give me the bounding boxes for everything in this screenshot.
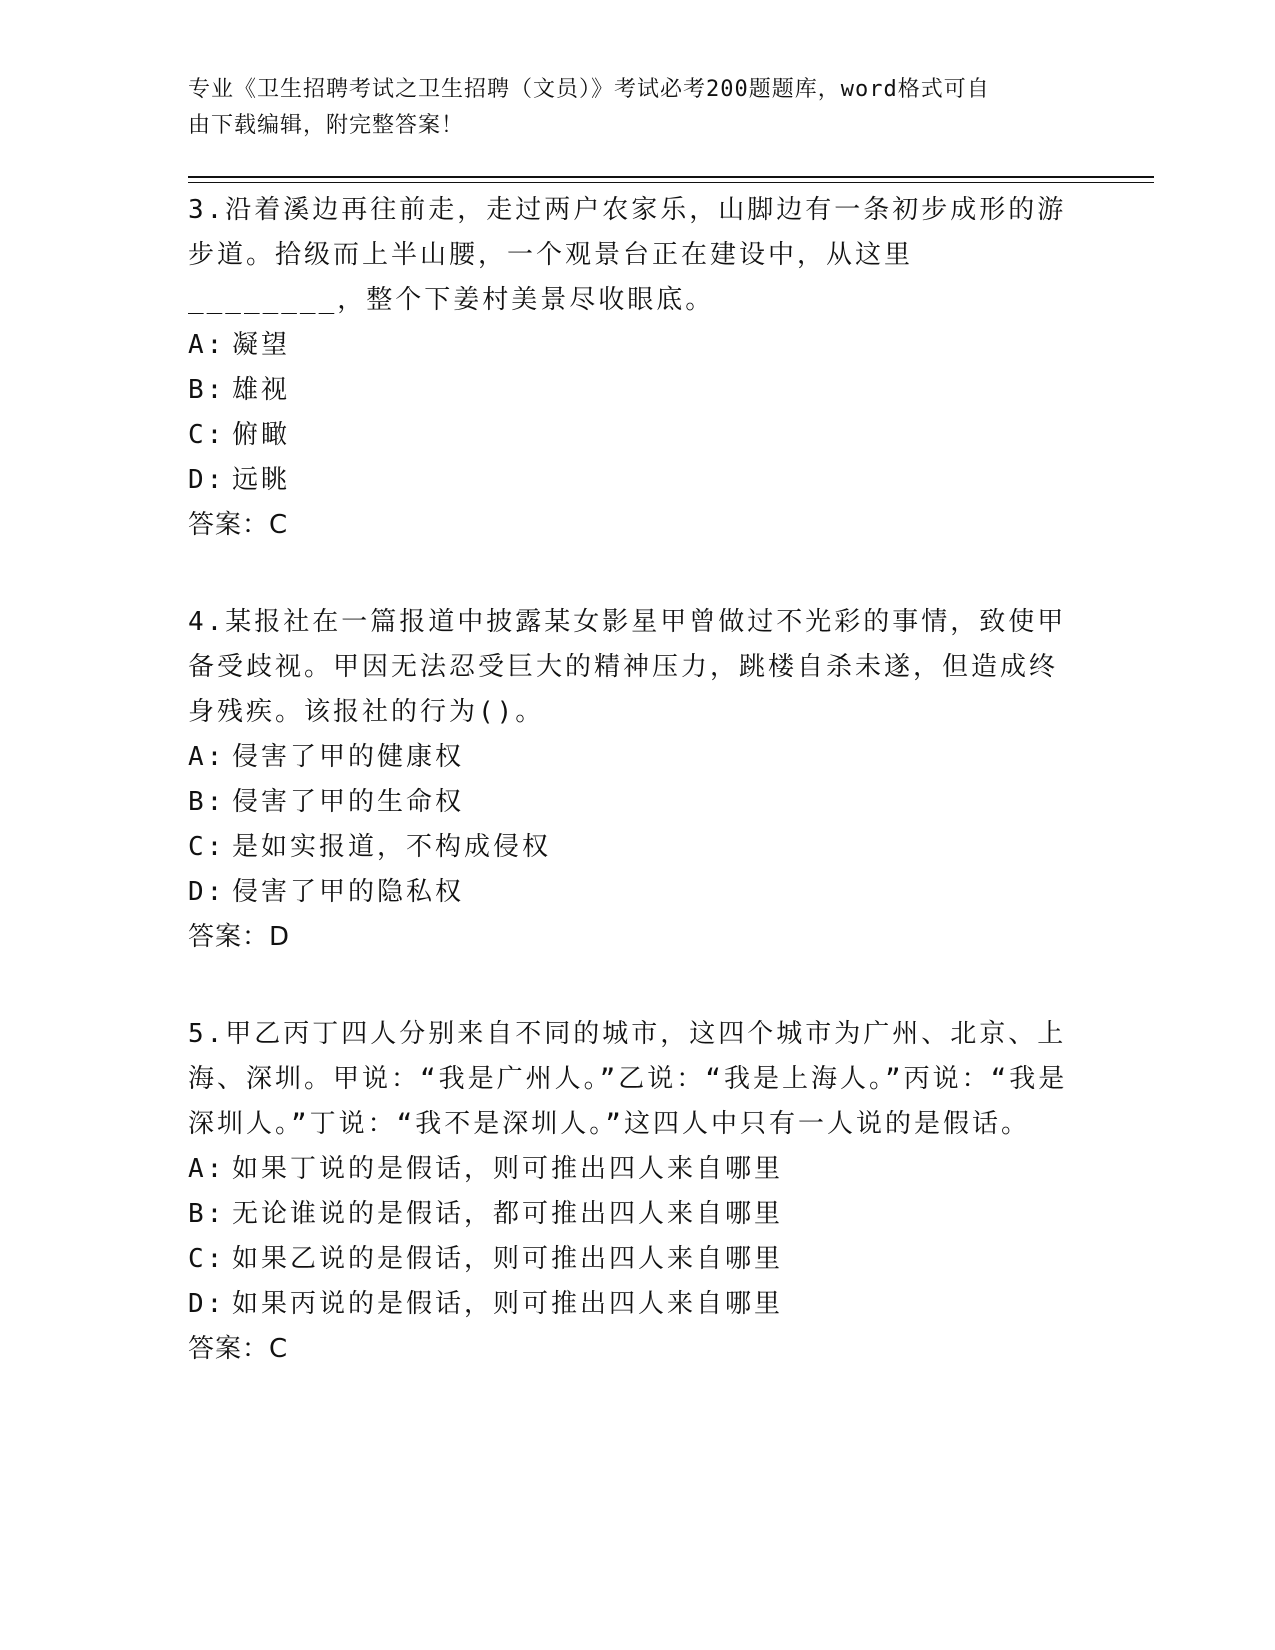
answer-line: 答案：C [188, 1334, 289, 1364]
option-key: A: [188, 1154, 226, 1184]
option-a [188, 1147, 1068, 1192]
option-b [188, 1192, 1068, 1237]
option-c [188, 1237, 1068, 1282]
option-text: 是如实报道，不构成侵权 [232, 832, 552, 862]
option-key: A: [188, 330, 226, 360]
question-3 [188, 188, 1068, 548]
option-key: C: [188, 420, 226, 450]
option-text: 侵害了甲的生命权 [232, 787, 465, 817]
option-text: 雄视 [232, 375, 291, 405]
option-key: D: [188, 877, 226, 907]
option-text: 如果乙说的是假话，则可推出四人来自哪里 [232, 1244, 784, 1274]
option-key: A: [188, 742, 226, 772]
question-stem: 5.甲乙丙丁四人分别来自不同的城市，这四个城市为广州、北京、上海、深圳。甲说：“我是广州人。”乙说：“我是上海人。”丙说：“我是深圳人。”丁说：“我不是深圳人。”这四人中只有一人说的是假话。 [188, 1019, 1068, 1139]
header-rule-thin [188, 182, 1154, 183]
option-text: 侵害了甲的隐私权 [232, 877, 465, 907]
option-text: 侵害了甲的健康权 [232, 742, 465, 772]
header-rule-thick [188, 176, 1154, 178]
option-text: 凝望 [232, 330, 291, 360]
option-a [188, 735, 1068, 780]
option-text: 如果丁说的是假话，则可推出四人来自哪里 [232, 1154, 784, 1184]
option-key: B: [188, 1199, 226, 1229]
option-key: C: [188, 1244, 226, 1274]
option-d [188, 870, 1068, 915]
option-a [188, 323, 1068, 368]
question-4 [188, 600, 1068, 960]
header-line-2: 由下载编辑，附完整答案！ [188, 113, 465, 138]
option-key: B: [188, 787, 226, 817]
option-text: 无论谁说的是假话，都可推出四人来自哪里 [232, 1199, 784, 1229]
question-stem: 3.沿着溪边再往前走，走过两户农家乐，山脚边有一条初步成形的游步道。拾级而上半山腰，一个观景台正在建设中，从这里________，整个下姜村美景尽收眼底。 [188, 195, 1067, 315]
option-text: 俯瞰 [232, 420, 291, 450]
option-c [188, 825, 1068, 870]
option-key: D: [188, 465, 226, 495]
answer-line: 答案：C [188, 510, 289, 540]
option-key: D: [188, 1289, 226, 1319]
option-d [188, 458, 1068, 503]
option-b [188, 368, 1068, 413]
question-list [188, 188, 1068, 1424]
question-5 [188, 1012, 1068, 1372]
option-b [188, 780, 1068, 825]
option-text: 如果丙说的是假话，则可推出四人来自哪里 [232, 1289, 784, 1319]
document-header [188, 72, 1068, 144]
answer-line: 答案：D [188, 922, 291, 952]
question-stem: 4.某报社在一篇报道中披露某女影星甲曾做过不光彩的事情，致使甲备受歧视。甲因无法忍受巨大的精神压力，跳楼自杀未遂，但造成终身残疾。该报社的行为()。 [188, 607, 1067, 727]
option-key: B: [188, 375, 226, 405]
header-line-1: 专业《卫生招聘考试之卫生招聘（文员）》考试必考200题题库，word格式可自 [188, 77, 990, 102]
option-text: 远眺 [232, 465, 291, 495]
option-d [188, 1282, 1068, 1327]
option-c [188, 413, 1068, 458]
option-key: C: [188, 832, 226, 862]
